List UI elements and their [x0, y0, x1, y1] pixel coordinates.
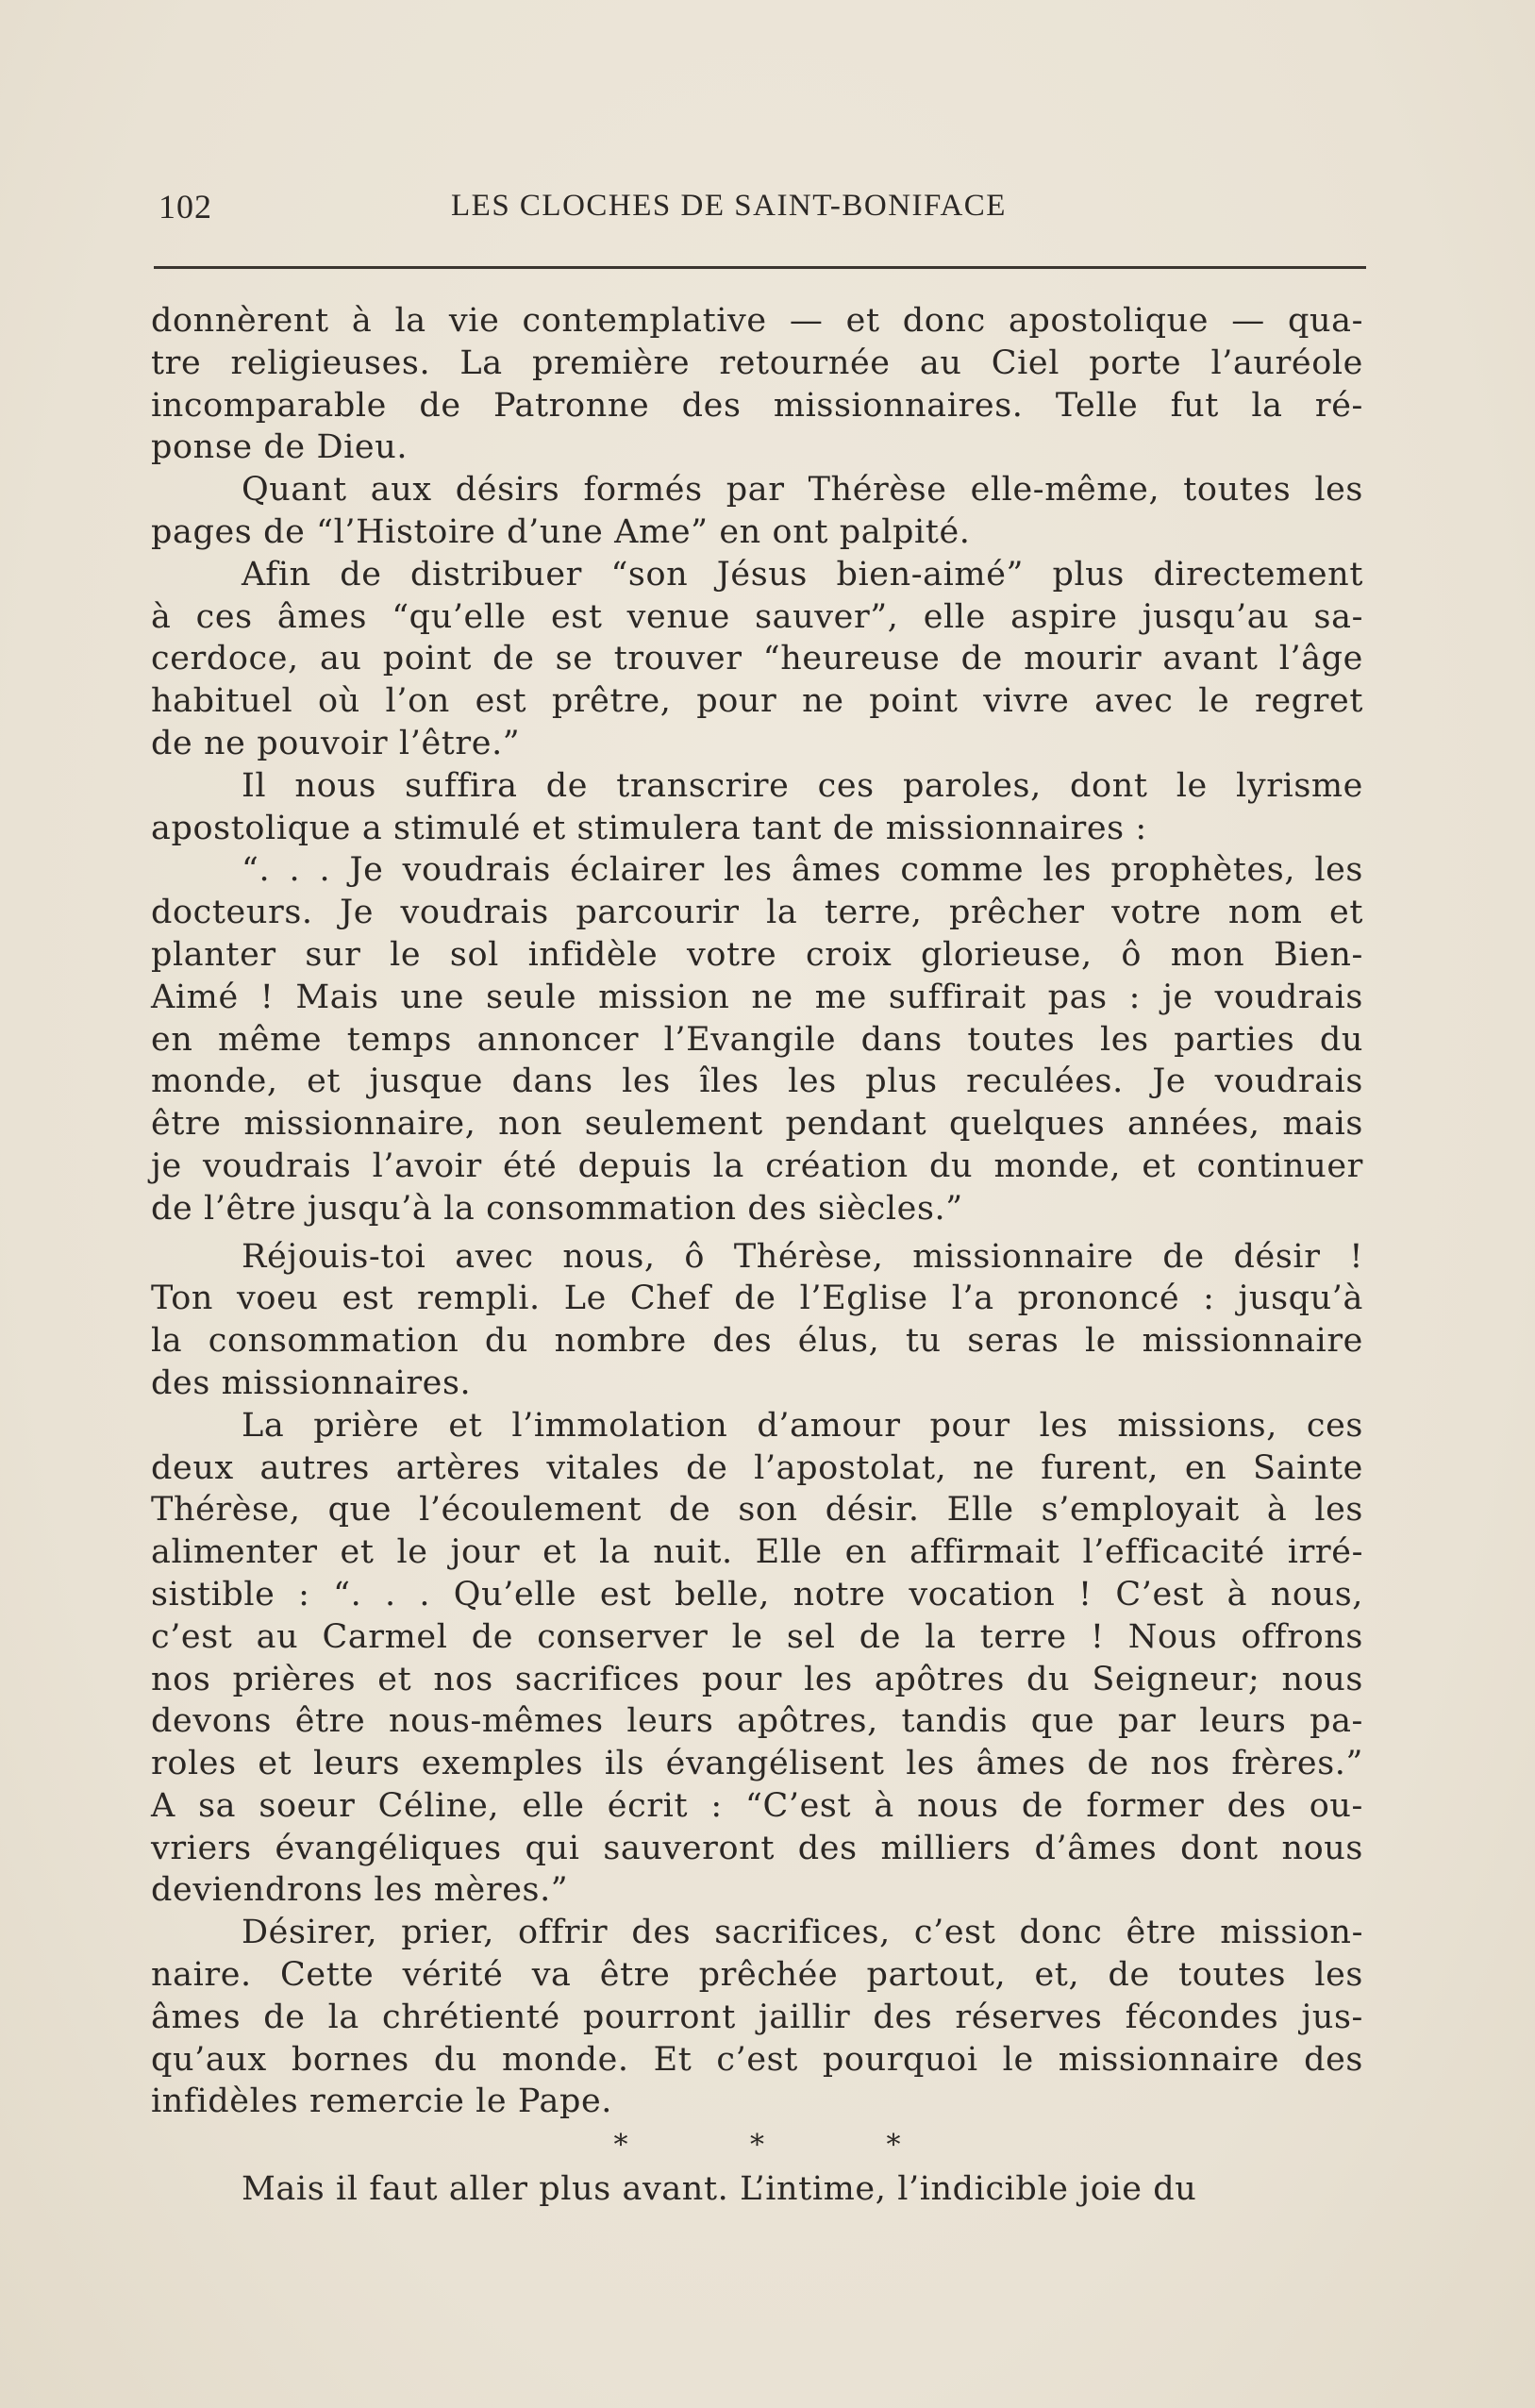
text-line: c’est au Carmel de conserver le sel de la terre ! Nous offrons	[151, 1617, 1363, 1656]
text-line: sistible : “. . . Qu’elle est belle, notre vocation ! C’est à nous,	[151, 1575, 1363, 1614]
text-line: pages de “l’Histoire d’une Ame” en ont palpité.	[151, 512, 971, 551]
text-line: des missionnaires.	[151, 1363, 472, 1402]
text-lines	[151, 300, 1363, 2123]
section-separator: * * *	[613, 2129, 958, 2163]
text-line: docteurs. Je voudrais parcourir la terre, prêcher votre nom et	[151, 894, 1363, 932]
text-line: être missionnaire, non seulement pendant quelques années, mais	[151, 1105, 1363, 1144]
text-line: naire. Cette vérité va être prêchée partout, et, de toutes les	[151, 1956, 1363, 1995]
body-text	[151, 300, 1363, 2211]
text-line: tre religieuses. La première retournée au Ciel porte l’auréole	[151, 343, 1363, 382]
text-line: Aimé ! Mais une seule mission ne me suffirait pas : je voudrais	[151, 978, 1363, 1016]
text-line: de l’être jusqu’à la consommation des siècles.”	[151, 1189, 963, 1228]
running-title: LES CLOCHES DE SAINT-BONIFACE	[451, 189, 1007, 223]
text-line: Ton voeu est rempli. Le Chef de l’Eglise l’a prononcé : jusqu’à	[151, 1279, 1363, 1318]
final-line: Mais il faut aller plus avant. L’intime, l’indicible joie du	[242, 2170, 1197, 2209]
text-line: devons être nous-mêmes leurs apôtres, tandis que par leurs pa-	[151, 1702, 1363, 1741]
header-rule	[154, 266, 1366, 269]
text-line: habituel où l’on est prêtre, pour ne point vivre avec le regret	[151, 682, 1363, 721]
text-line: ponse de Dieu.	[151, 428, 409, 467]
text-line: infidèles remercie le Pape.	[151, 2082, 613, 2121]
text-line: donnèrent à la vie contemplative — et donc apostolique — qua-	[151, 302, 1363, 340]
text-line: âmes de la chrétienté pourront jaillir des réserves fécondes jus-	[151, 1998, 1363, 2036]
text-line: vriers évangéliques qui sauveront des milliers d’âmes dont nous	[151, 1829, 1363, 1867]
text-line: Réjouis-toi avec nous, ô Thérèse, missionnaire de désir !	[242, 1237, 1363, 1276]
text-line: Il nous suffira de transcrire ces paroles, dont le lyrisme	[242, 766, 1363, 805]
page-header	[159, 187, 1366, 234]
text-line: la consommation du nombre des élus, tu seras le missionnaire	[151, 1322, 1363, 1361]
page-number: 102	[159, 188, 212, 226]
text-line: apostolique a stimulé et stimulera tant de missionnaires :	[151, 809, 1147, 847]
text-line: Afin de distribuer “son Jésus bien-aimé” plus directement	[242, 555, 1363, 594]
text-line: monde, et jusque dans les îles les plus reculées. Je voudrais	[151, 1062, 1363, 1101]
text-line: je voudrais l’avoir été depuis la création du monde, et continuer	[151, 1146, 1363, 1185]
text-line: en même temps annoncer l’Evangile dans toutes les parties du	[151, 1020, 1363, 1059]
text-line: Désirer, prier, offrir des sacrifices, c’est donc être mission-	[242, 1914, 1363, 1952]
text-line: “. . . Je voudrais éclairer les âmes comme les prophètes, les	[242, 851, 1363, 890]
text-line: deux autres artères vitales de l’apostolat, ne furent, en Sainte	[151, 1448, 1363, 1487]
text-line: de ne pouvoir l’être.”	[151, 724, 521, 762]
text-line: roles et leurs exemples ils évangélisent les âmes de nos frères.”	[151, 1745, 1363, 1783]
text-line: Quant aux désirs formés par Thérèse elle-même, toutes les	[242, 471, 1363, 510]
text-line: à ces âmes “qu’elle est venue sauver”, elle aspire jusqu’au sa-	[151, 597, 1363, 636]
text-line: qu’aux bornes du monde. Et c’est pourquoi le missionnaire des	[151, 2040, 1363, 2079]
text-line: A sa soeur Céline, elle écrit : “C’est à nous de former des ou-	[151, 1786, 1363, 1825]
text-line: La prière et l’immolation d’amour pour les missions, ces	[242, 1406, 1363, 1445]
text-line: alimenter et le jour et la nuit. Elle en affirmait l’efficacité irré-	[151, 1533, 1363, 1572]
text-line: incomparable de Patronne des missionnaires. Telle fut la ré-	[151, 386, 1363, 425]
text-line: Thérèse, que l’écoulement de son désir. Elle s’employait à les	[151, 1491, 1363, 1530]
text-line: planter sur le sol infidèle votre croix glorieuse, ô mon Bien-	[151, 935, 1363, 974]
text-line: cerdoce, au point de se trouver “heureuse de mourir avant l’âge	[151, 640, 1363, 678]
text-line: nos prières et nos sacrifices pour les apôtres du Seigneur; nous	[151, 1660, 1363, 1698]
text-line: deviendrons les mères.”	[151, 1871, 569, 1910]
